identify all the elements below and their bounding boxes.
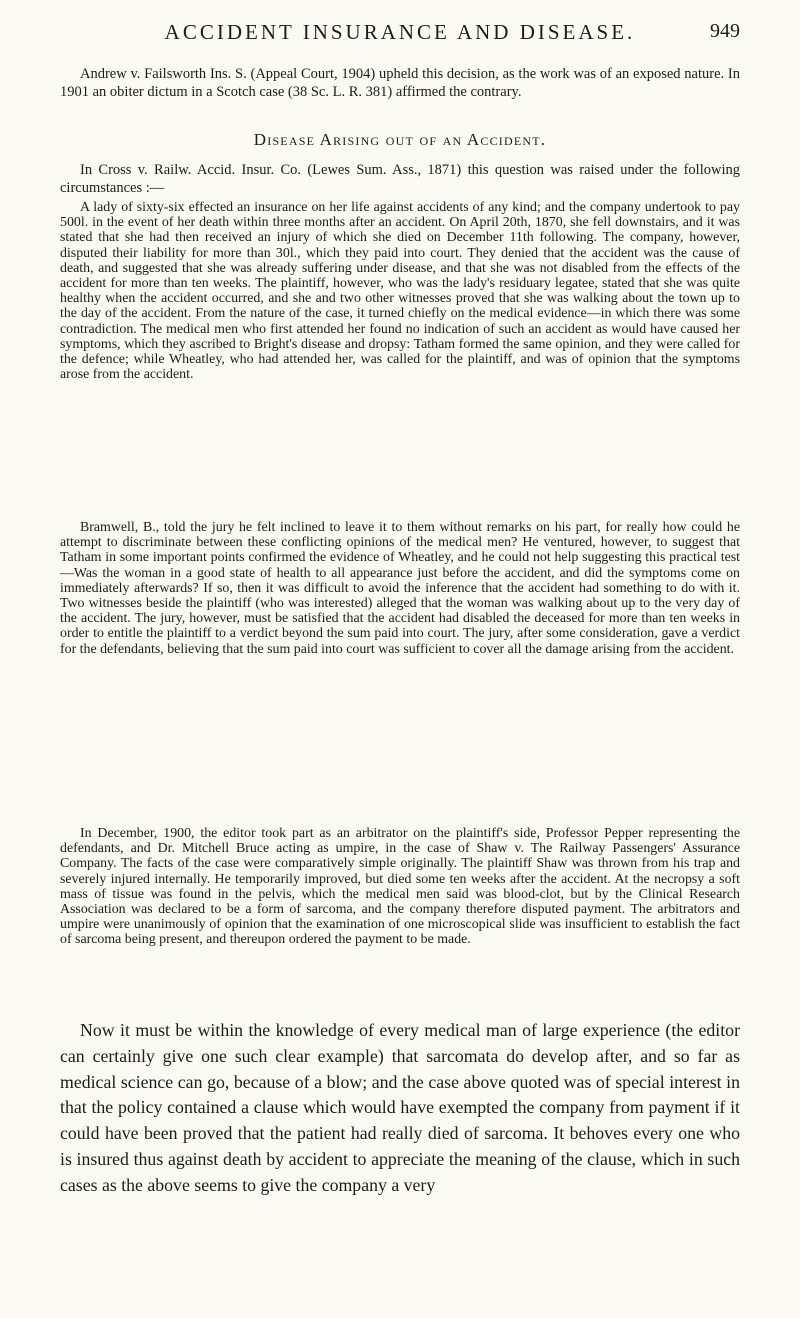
paragraph-sarcoma-commentary: Now it must be within the knowledge of every medical man of large experience (the editor can certainly give one such clear example) that sarcomata do develop after, and so far as medical science can go, because of a blow; and the case above quoted was of special interest in that the policy contained a clause which would have exempted the company from payment if it could have been proved that the patient had really died of sarcoma. It behoves every one who is insured thus against death by accident to appreciate the meaning of the clause, which in such cases as the above seems to give the company a very bbox=[60, 1020, 740, 1195]
running-header bbox=[60, 20, 740, 48]
paragraph-shaw-case: In December, 1900, the editor took part as an arbitrator on the plaintiff's side, Professor Pepper representing the defendants, and Dr. Mitchell Bruce acting as umpire, in the case of Shaw v. The Railway Passengers' Assurance Company. The facts of the case were comparatively simple originally. The plaintiff Shaw was thrown from his trap and severely injured internally. He temporarily improved, but died some ten weeks after the accident. At the necropsy a soft mass of tissue was found in the pelvis, which the medical men said was blood-clot, but by the Clinical Research Association was declared to be a form of sarcoma, and the company therefore disputed payment. The arbitrators and umpire were unanimously of opinion that the examination of one microscopical slide was insufficient to establish the fact of sarcoma being present, and thereupon ordered the payment to be made. bbox=[60, 826, 740, 948]
paragraph-andrew-case: Andrew v. Failsworth Ins. S. (Appeal Court, 1904) upheld this decision, as the work was of an exposed nature. In 1901 an obiter dictum in a Scotch case (38 Sc. L. R. 381) affirmed the contrary. bbox=[60, 66, 740, 100]
book-page bbox=[60, 0, 740, 1318]
section-heading bbox=[60, 130, 740, 150]
paragraph-cross-case-intro: In Cross v. Railw. Accid. Insur. Co. (Lewes Sum. Ass., 1871) this question was raised under the following circumstances :— bbox=[60, 162, 740, 196]
section-heading-text: Disease Arising out of an Accident. bbox=[253, 130, 547, 149]
running-title: ACCIDENT INSURANCE AND DISEASE. bbox=[164, 20, 636, 44]
paragraph-bramwell-summing-up: Bramwell, B., told the jury he felt inclined to leave it to them without remarks on his part, for really how could he attempt to discriminate between these conflicting opinions of the medical men? He ventured, however, to suggest that Tatham in some important points confirmed the evidence of Wheatley, and he could not help suggesting this practical test—Was the woman in a good state of health to all appearance just before the accident, and did the symptoms come on immediately afterwards? If so, then it was difficult to avoid the inference that the accident had something to do with it. Two witnesses beside the plaintiff (who was interested) alleged that the woman was walking about up to the very day of the accident. The jury, however, must be satisfied that the accident had disabled the deceased for more than ten weeks in order to entitle the plaintiff to a verdict beyond the sum paid into court. The jury, after some consideration, gave a verdict for the defendants, believing that the sum paid into court was sufficient to cover all the damage arising from the accident. bbox=[60, 520, 740, 657]
page-number: 949 bbox=[710, 20, 740, 42]
paragraph-cross-case-facts: A lady of sixty-six effected an insurance on her life against accidents of any kind; and the company undertook to pay 500l. in the event of her death within three months after an accident. On April 20th, 1870, she fell downstairs, and it was stated that she had then received an injury of which she died on December 11th following. The company, however, disputed their liability for more than 30l., which they paid into court. They denied that the accident was the cause of death, and suggested that she was already suffering under disease, and that she was not disabled from the effects of the accident for more than ten weeks. The plaintiff, however, who was the lady's residuary legatee, stated that she was quite healthy when the accident occurred, and she and two other witnesses proved that she was walking about the town up to the day of the accident. From the nature of the case, it turned chiefly on the medical evidence—in which there was some contradiction. The medical men who first attended her found no indication of such an accident as would have caused her symptoms, which they ascribed to Bright's disease and dropsy: Tatham formed the same opinion, and they were called for the defence; while Wheatley, who had attended her, was called for the plaintiff, and was of opinion that the symptoms arose from the accident. bbox=[60, 200, 740, 383]
